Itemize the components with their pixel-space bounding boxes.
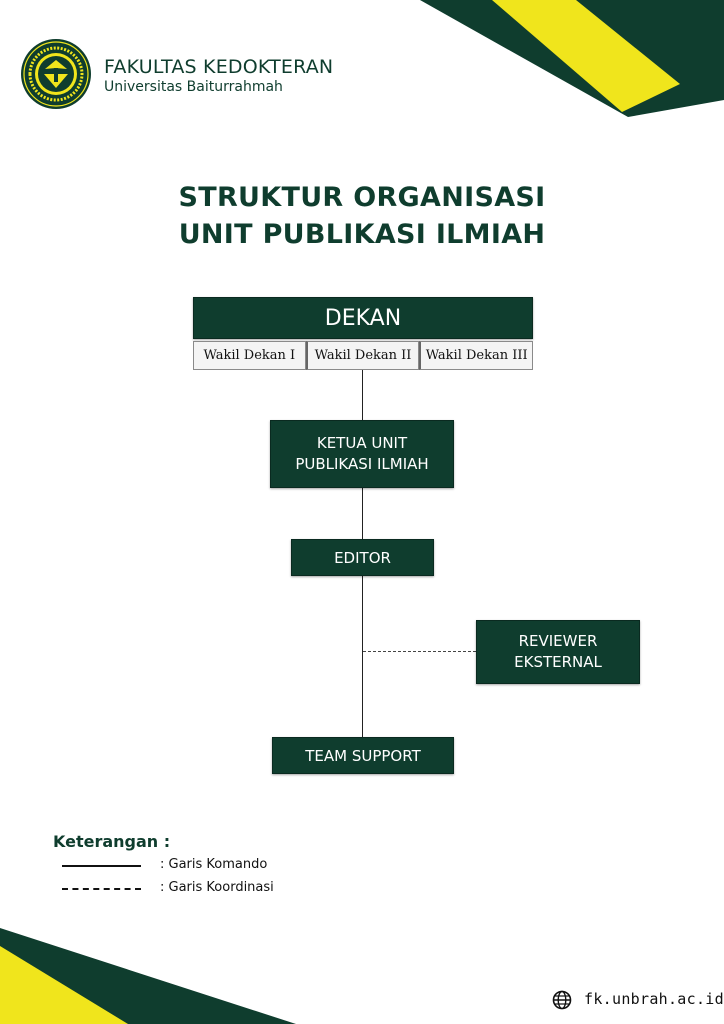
ketua-line-2: PUBLIKASI ILMIAH: [295, 455, 429, 473]
reviewer-line-1: REVIEWER: [518, 632, 598, 650]
globe-icon: [552, 990, 572, 1010]
faculty-logo: [20, 38, 92, 110]
legend-solid-line: [62, 865, 141, 867]
wakil-dekan-2: Wakil Dekan II: [306, 341, 420, 370]
team-support-box: TEAM SUPPORT: [272, 737, 454, 774]
wakil-dekan-1: Wakil Dekan I: [193, 341, 306, 370]
legend-komando-label: : Garis Komando: [160, 857, 268, 872]
wakil-dekan-row: [193, 341, 533, 370]
connector-editor-team: [362, 576, 363, 737]
legend-koordinasi-label: : Garis Koordinasi: [160, 880, 274, 895]
legend-title: Keterangan :: [53, 832, 171, 851]
faculty-name: FAKULTAS KEDOKTERAN: [104, 56, 334, 78]
ketua-line-1: KETUA UNIT: [316, 434, 408, 452]
ketua-unit-box: [270, 420, 454, 488]
legend-dashed-line: [62, 888, 141, 890]
connector-ketua-editor: [362, 488, 363, 539]
editor-box: EDITOR: [291, 539, 434, 576]
page-title-line-2: UNIT PUBLIKASI ILMIAH: [178, 219, 546, 250]
reviewer-eksternal-box: [476, 620, 640, 684]
website-link[interactable]: fk.unbrah.ac.id: [584, 990, 724, 1008]
reviewer-line-2: EKSTERNAL: [514, 653, 602, 671]
connector-coordination-reviewer: [363, 651, 476, 652]
connector-dekan-ketua: [362, 370, 363, 420]
wakil-dekan-3: Wakil Dekan III: [419, 341, 533, 370]
university-name: Universitas Baiturrahmah: [104, 79, 283, 95]
dekan-box: DEKAN: [193, 297, 533, 339]
page-title-line-1: STRUKTUR ORGANISASI: [178, 182, 546, 213]
